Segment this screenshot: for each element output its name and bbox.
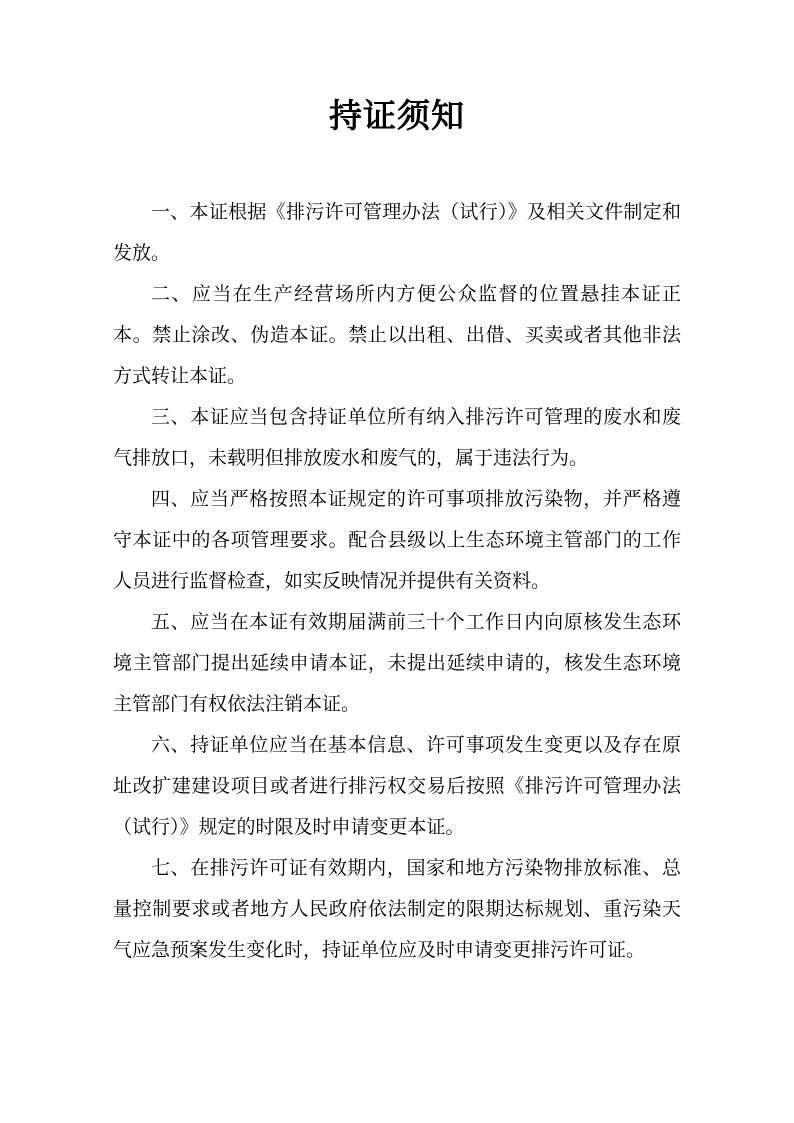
page-title: 持证须知 bbox=[329, 97, 465, 134]
notice-paragraph-5: 五、应当在本证有效期届满前三十个工作日内向原核发生态环境主管部门提出延续申请本证，未提出延续申请的，核发生态环境主管部门有权依法注销本证。 bbox=[113, 612, 681, 715]
notice-paragraph-2: 二、应当在生产经营场所内方便公众监督的位置悬挂本证正本。禁止涂改、伪造本证。禁止以出租、出借、买卖或者其他非法方式转让本证。 bbox=[113, 284, 681, 387]
notice-paragraph-3: 三、本证应当包含持证单位所有纳入排污许可管理的废水和废气排放口，未载明但排放废水和废气的，属于违法行为。 bbox=[113, 407, 681, 469]
notice-paragraph-6: 六、持证单位应当在基本信息、许可事项发生变更以及存在原址改扩建建设项目或者进行排污权交易后按照《排污许可管理办法（试行）》规定的时限及时申请变更本证。 bbox=[113, 735, 681, 838]
notice-paragraph-4: 四、应当严格按照本证规定的许可事项排放污染物，并严格遵守本证中的各项管理要求。配合县级以上生态环境主管部门的工作人员进行监督检查，如实反映情况并提供有关资料。 bbox=[113, 489, 681, 592]
notice-paragraph-1: 一、本证根据《排污许可管理办法（试行）》及相关文件制定和发放。 bbox=[113, 202, 681, 264]
notice-paragraph-7: 七、在排污许可证有效期内，国家和地方污染物排放标准、总量控制要求或者地方人民政府依法制定的限期达标规划、重污染天气应急预案发生变化时，持证单位应及时申请变更排污许可证。 bbox=[113, 858, 681, 961]
